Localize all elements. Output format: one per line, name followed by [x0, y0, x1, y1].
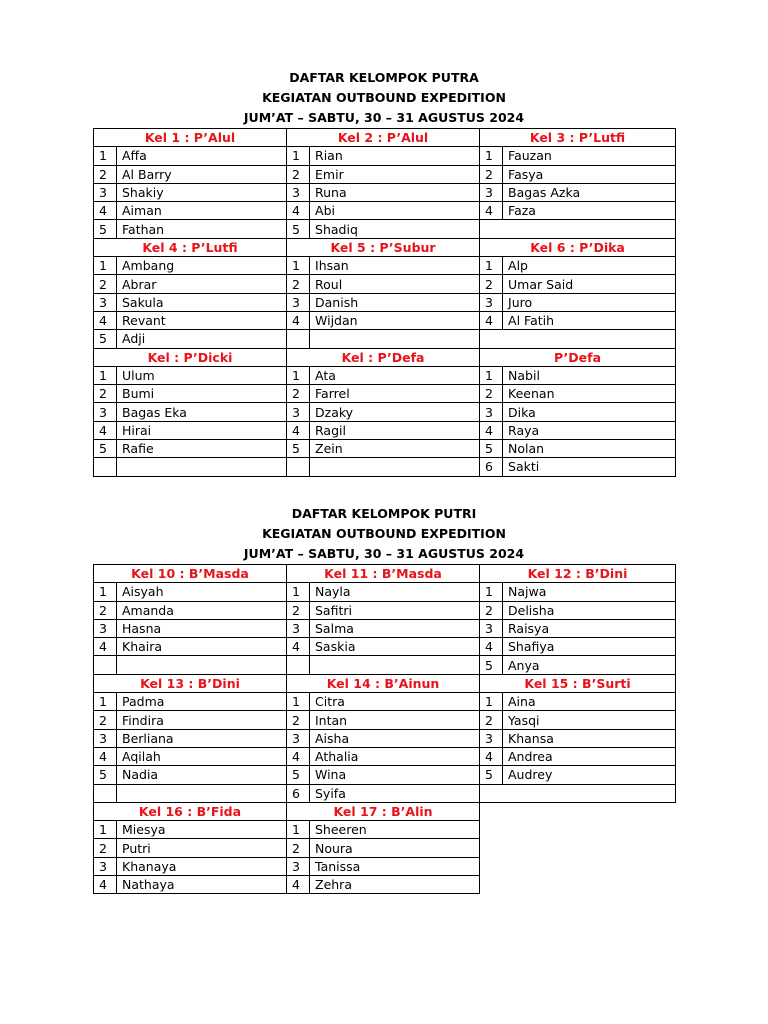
table-row	[94, 366, 676, 384]
member-number: 2	[94, 601, 117, 619]
group-header-row	[94, 802, 676, 820]
member-name: Roul	[310, 275, 480, 293]
member-name: Abrar	[117, 275, 287, 293]
table-row	[94, 458, 676, 476]
member-number: 5	[287, 440, 310, 458]
member-number: 1	[287, 147, 310, 165]
member-number: 1	[94, 366, 117, 384]
empty-cell	[480, 821, 676, 839]
member-number: 2	[94, 385, 117, 403]
table-row	[94, 729, 676, 747]
member-number: 3	[94, 857, 117, 875]
member-name: Shadiq	[310, 220, 480, 238]
member-name: Alp	[503, 257, 676, 275]
member-name: Citra	[310, 693, 480, 711]
table-row	[94, 147, 676, 165]
member-number: 3	[94, 619, 117, 637]
member-name: Aisyah	[117, 583, 287, 601]
group-header: Kel 2 : P’Alul	[287, 129, 480, 147]
member-name: Wijdan	[310, 311, 480, 329]
member-number: 3	[94, 403, 117, 421]
putri-section	[93, 504, 675, 894]
member-number: 5	[287, 766, 310, 784]
member-number: 4	[480, 421, 503, 439]
member-name: Padma	[117, 693, 287, 711]
member-name: Raisya	[503, 619, 676, 637]
group-header: Kel 12 : B’Dini	[480, 565, 676, 583]
member-number: 2	[480, 385, 503, 403]
member-name: Sakula	[117, 293, 287, 311]
member-name: Umar Said	[503, 275, 676, 293]
member-number: 4	[287, 311, 310, 329]
member-number-empty	[287, 458, 310, 476]
group-header-row	[94, 238, 676, 256]
member-name: Aina	[503, 693, 676, 711]
member-number: 2	[480, 165, 503, 183]
member-number: 6	[480, 458, 503, 476]
member-number: 2	[287, 839, 310, 857]
member-name: Adji	[117, 330, 287, 348]
member-name: Saskia	[310, 638, 480, 656]
table-row	[94, 839, 676, 857]
member-number: 3	[287, 729, 310, 747]
putri-title-2: KEGIATAN OUTBOUND EXPEDITION	[262, 526, 506, 541]
member-number: 4	[480, 747, 503, 765]
member-number: 4	[287, 747, 310, 765]
member-name: Nayla	[310, 583, 480, 601]
table-row	[94, 711, 676, 729]
member-name: Rafie	[117, 440, 287, 458]
member-name: Hasna	[117, 619, 287, 637]
group-header: Kel 1 : P’Alul	[94, 129, 287, 147]
member-number: 4	[94, 876, 117, 894]
member-name: Dika	[503, 403, 676, 421]
member-name: Nathaya	[117, 876, 287, 894]
putra-title-2: KEGIATAN OUTBOUND EXPEDITION	[262, 90, 506, 105]
member-number: 3	[480, 293, 503, 311]
member-number: 2	[480, 275, 503, 293]
member-number: 5	[287, 220, 310, 238]
member-number: 1	[94, 693, 117, 711]
member-name: Dzaky	[310, 403, 480, 421]
member-name: Keenan	[503, 385, 676, 403]
member-number: 1	[287, 257, 310, 275]
table-row	[94, 257, 676, 275]
member-name: Yasqi	[503, 711, 676, 729]
member-number: 1	[287, 583, 310, 601]
member-number: 2	[94, 275, 117, 293]
group-header: Kel : P’Dicki	[94, 348, 287, 366]
member-name: Salma	[310, 619, 480, 637]
member-number: 1	[287, 821, 310, 839]
group-header: Kel 14 : B’Ainun	[287, 674, 480, 692]
member-number: 4	[287, 638, 310, 656]
table-row	[94, 311, 676, 329]
member-number-empty	[94, 784, 117, 802]
group-header: P’Defa	[480, 348, 676, 366]
group-header: Kel 13 : B’Dini	[94, 674, 287, 692]
group-header: Kel 5 : P’Subur	[287, 238, 480, 256]
member-number: 3	[480, 619, 503, 637]
table-row	[94, 876, 676, 894]
member-number: 5	[480, 766, 503, 784]
table-row	[94, 619, 676, 637]
member-name: Hirai	[117, 421, 287, 439]
member-name: Fasya	[503, 165, 676, 183]
member-name: Athalia	[310, 747, 480, 765]
member-number: 2	[94, 711, 117, 729]
member-number: 4	[94, 421, 117, 439]
member-name: Fauzan	[503, 147, 676, 165]
empty-cell	[480, 876, 676, 894]
member-name: Najwa	[503, 583, 676, 601]
member-name-empty	[117, 458, 287, 476]
table-row	[94, 293, 676, 311]
group-header: Kel 6 : P’Dika	[480, 238, 676, 256]
member-number: 4	[480, 202, 503, 220]
member-name: Faza	[503, 202, 676, 220]
member-name-empty	[310, 458, 480, 476]
member-number: 3	[287, 183, 310, 201]
member-name: Findira	[117, 711, 287, 729]
group-header: Kel 10 : B’Masda	[94, 565, 287, 583]
member-number-empty	[287, 656, 310, 674]
group-header-row	[94, 129, 676, 147]
putri-titles	[93, 504, 675, 564]
member-number: 2	[287, 165, 310, 183]
member-name-empty	[480, 784, 676, 802]
table-row	[94, 583, 676, 601]
member-name: Shafiya	[503, 638, 676, 656]
member-name: Ulum	[117, 366, 287, 384]
member-number: 2	[287, 385, 310, 403]
member-name: Bagas Eka	[117, 403, 287, 421]
member-number: 1	[94, 583, 117, 601]
group-header-row	[94, 674, 676, 692]
member-name: Nolan	[503, 440, 676, 458]
member-number: 3	[287, 857, 310, 875]
table-row	[94, 766, 676, 784]
group-header: Kel 11 : B’Masda	[287, 565, 480, 583]
group-header: Kel 15 : B’Surti	[480, 674, 676, 692]
member-name: Nabil	[503, 366, 676, 384]
member-number: 6	[287, 784, 310, 802]
member-name-empty	[480, 330, 676, 348]
member-number: 5	[94, 440, 117, 458]
empty-cell	[480, 857, 676, 875]
member-name: Berliana	[117, 729, 287, 747]
member-name: Aqilah	[117, 747, 287, 765]
member-name: Amanda	[117, 601, 287, 619]
member-number: 3	[287, 619, 310, 637]
member-number: 3	[94, 729, 117, 747]
member-number: 1	[287, 693, 310, 711]
putra-title-1: DAFTAR KELOMPOK PUTRA	[289, 70, 479, 85]
member-name: Affa	[117, 147, 287, 165]
member-name: Wina	[310, 766, 480, 784]
member-name-empty	[480, 220, 676, 238]
member-name: Sheeren	[310, 821, 480, 839]
table-row	[94, 385, 676, 403]
member-number: 5	[480, 440, 503, 458]
member-name: Noura	[310, 839, 480, 857]
member-name: Bagas Azka	[503, 183, 676, 201]
member-number: 5	[480, 656, 503, 674]
member-name: Ambang	[117, 257, 287, 275]
table-row	[94, 202, 676, 220]
member-number: 4	[287, 876, 310, 894]
member-name: Intan	[310, 711, 480, 729]
member-number-empty	[94, 458, 117, 476]
member-name: Khanaya	[117, 857, 287, 875]
member-number: 1	[480, 583, 503, 601]
member-number: 2	[480, 711, 503, 729]
member-name: Putri	[117, 839, 287, 857]
member-name: Danish	[310, 293, 480, 311]
table-row	[94, 421, 676, 439]
table-row	[94, 656, 676, 674]
table-row	[94, 165, 676, 183]
group-header: Kel : P’Defa	[287, 348, 480, 366]
member-number: 1	[480, 257, 503, 275]
member-name: Raya	[503, 421, 676, 439]
member-name: Juro	[503, 293, 676, 311]
table-row	[94, 403, 676, 421]
member-name: Sakti	[503, 458, 676, 476]
member-number: 2	[94, 165, 117, 183]
member-name-empty	[310, 656, 480, 674]
member-name: Syifa	[310, 784, 480, 802]
table-row	[94, 784, 676, 802]
table-row	[94, 638, 676, 656]
member-name: Khansa	[503, 729, 676, 747]
table-row	[94, 330, 676, 348]
member-number: 2	[287, 601, 310, 619]
member-name: Safitri	[310, 601, 480, 619]
member-name: Al Fatih	[503, 311, 676, 329]
member-number: 1	[94, 147, 117, 165]
member-name: Nadia	[117, 766, 287, 784]
putri-title-3: JUM’AT – SABTU, 30 – 31 AGUSTUS 2024	[243, 546, 525, 561]
group-header: Kel 16 : B’Fida	[94, 802, 287, 820]
member-name: Fathan	[117, 220, 287, 238]
putra-title-3: JUM’AT – SABTU, 30 – 31 AGUSTUS 2024	[243, 110, 525, 125]
member-name: Zein	[310, 440, 480, 458]
putra-section	[93, 68, 675, 477]
putra-titles	[93, 68, 675, 128]
group-header: Kel 4 : P’Lutfi	[94, 238, 287, 256]
member-number: 2	[480, 601, 503, 619]
member-name: Audrey	[503, 766, 676, 784]
member-number: 3	[480, 403, 503, 421]
member-number: 3	[287, 293, 310, 311]
member-number: 3	[287, 403, 310, 421]
member-name-empty	[310, 330, 480, 348]
member-name: Aiman	[117, 202, 287, 220]
table-row	[94, 821, 676, 839]
table-row	[94, 747, 676, 765]
member-name: Ihsan	[310, 257, 480, 275]
member-name: Zehra	[310, 876, 480, 894]
member-name: Emir	[310, 165, 480, 183]
member-number: 4	[287, 202, 310, 220]
empty-cell	[480, 802, 676, 820]
member-number-empty	[287, 330, 310, 348]
member-number: 3	[94, 293, 117, 311]
member-number: 3	[480, 729, 503, 747]
member-number-empty	[94, 656, 117, 674]
member-name: Revant	[117, 311, 287, 329]
member-number: 4	[480, 638, 503, 656]
member-number: 1	[287, 366, 310, 384]
group-header: Kel 3 : P’Lutfi	[480, 129, 676, 147]
group-header-row	[94, 565, 676, 583]
member-name: Miesya	[117, 821, 287, 839]
member-name: Ata	[310, 366, 480, 384]
member-name: Aisha	[310, 729, 480, 747]
table-row	[94, 857, 676, 875]
member-number: 5	[94, 220, 117, 238]
member-name: Ragil	[310, 421, 480, 439]
member-number: 5	[94, 330, 117, 348]
member-number: 4	[94, 202, 117, 220]
table-row	[94, 275, 676, 293]
putri-title-1: DAFTAR KELOMPOK PUTRI	[291, 506, 477, 521]
member-name: Khaira	[117, 638, 287, 656]
table-row	[94, 601, 676, 619]
member-number: 2	[287, 711, 310, 729]
member-number: 4	[94, 311, 117, 329]
group-header: Kel 17 : B’Alin	[287, 802, 480, 820]
table-row	[94, 440, 676, 458]
member-name: Andrea	[503, 747, 676, 765]
member-number: 4	[94, 747, 117, 765]
table-row	[94, 220, 676, 238]
member-number: 2	[287, 275, 310, 293]
table-row	[94, 183, 676, 201]
table-row	[94, 693, 676, 711]
putri-group-table	[93, 564, 676, 894]
member-name: Tanissa	[310, 857, 480, 875]
member-name: Bumi	[117, 385, 287, 403]
putra-group-table	[93, 128, 676, 477]
member-name-empty	[117, 784, 287, 802]
member-name: Abi	[310, 202, 480, 220]
member-number: 3	[94, 183, 117, 201]
member-name: Al Barry	[117, 165, 287, 183]
member-name: Shakiy	[117, 183, 287, 201]
member-number: 2	[94, 839, 117, 857]
member-number: 1	[480, 147, 503, 165]
member-number: 5	[94, 766, 117, 784]
member-number: 4	[94, 638, 117, 656]
member-number: 1	[94, 257, 117, 275]
member-number: 1	[480, 366, 503, 384]
member-name: Rian	[310, 147, 480, 165]
member-number: 1	[94, 821, 117, 839]
member-number: 3	[480, 183, 503, 201]
group-header-row	[94, 348, 676, 366]
member-number: 4	[480, 311, 503, 329]
empty-cell	[480, 839, 676, 857]
member-number: 1	[480, 693, 503, 711]
member-number: 4	[287, 421, 310, 439]
member-name: Anya	[503, 656, 676, 674]
member-name: Farrel	[310, 385, 480, 403]
member-name: Delisha	[503, 601, 676, 619]
member-name: Runa	[310, 183, 480, 201]
member-name-empty	[117, 656, 287, 674]
